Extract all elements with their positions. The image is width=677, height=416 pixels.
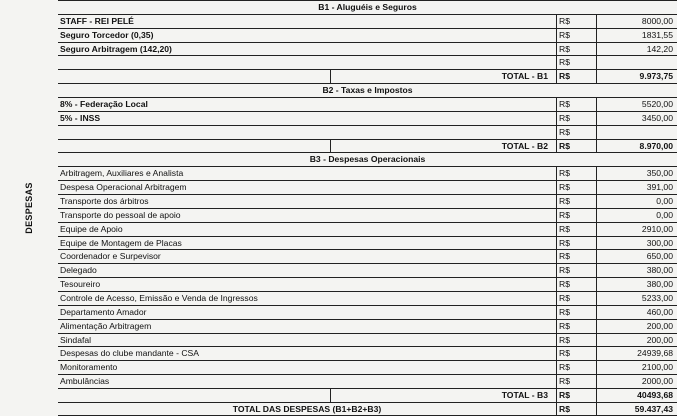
side-column xyxy=(0,0,58,416)
item-value xyxy=(596,126,677,139)
item-label: Transporte dos árbitros xyxy=(60,196,149,207)
table-row xyxy=(58,14,677,28)
grand-total-label: TOTAL DAS DESPESAS (B1+B2+B3) xyxy=(232,403,382,414)
item-label: 8% - Federação Local xyxy=(60,99,148,110)
total-label: TOTAL - B3 xyxy=(330,389,556,402)
section-title: B3 - Despesas Operacionais xyxy=(309,154,426,165)
table-row xyxy=(58,222,677,236)
item-label: Controle de Acesso, Emissão e Venda de Ingressos xyxy=(60,293,258,304)
table-row xyxy=(58,55,677,69)
total-label: TOTAL - B2 xyxy=(330,140,556,153)
currency-cell: R$ xyxy=(556,15,596,28)
item-value: 2000,00 xyxy=(596,375,677,388)
currency-cell: R$ xyxy=(556,209,596,222)
table-row xyxy=(58,28,677,42)
currency-cell: R$ xyxy=(556,195,596,208)
item-label: Seguro Arbitragem (142,20) xyxy=(60,43,172,54)
item-label: Coordenador e Surpevisor xyxy=(60,251,161,262)
currency-cell: R$ xyxy=(556,237,596,250)
item-value: 24939,68 xyxy=(596,347,677,360)
section-header xyxy=(58,152,677,166)
item-label: Monitoramento xyxy=(60,362,118,373)
item-value: 200,00 xyxy=(596,320,677,333)
table-row xyxy=(58,125,677,139)
item-label: Departamento Amador xyxy=(60,306,147,317)
item-value: 2100,00 xyxy=(596,361,677,374)
item-value: 8000,00 xyxy=(596,15,677,28)
currency-cell: R$ xyxy=(556,403,596,415)
item-label: STAFF - REI PELÉ xyxy=(60,15,134,26)
item-label: Sindafal xyxy=(60,334,92,345)
currency-cell: R$ xyxy=(556,56,596,69)
item-value: 300,00 xyxy=(596,237,677,250)
item-value: 5233,00 xyxy=(596,292,677,305)
item-label: Transporte do pessoal de apoio xyxy=(60,209,181,220)
total-label: TOTAL - B1 xyxy=(330,70,556,83)
item-value: 0,00 xyxy=(596,195,677,208)
currency-cell: R$ xyxy=(556,306,596,319)
currency-cell: R$ xyxy=(556,334,596,347)
section-header xyxy=(58,0,677,14)
item-value: 350,00 xyxy=(596,167,677,180)
item-label: Seguro Torcedor (0,35) xyxy=(60,29,154,40)
table-row xyxy=(58,111,677,125)
table-row xyxy=(58,374,677,388)
item-value: 142,20 xyxy=(596,43,677,56)
item-label: Arbitragem, Auxiliares e Analista xyxy=(60,168,184,179)
table-row xyxy=(58,333,677,347)
item-value: 380,00 xyxy=(596,264,677,277)
table-row xyxy=(58,277,677,291)
item-value: 380,00 xyxy=(596,278,677,291)
item-value: 3450,00 xyxy=(596,112,677,125)
currency-cell: R$ xyxy=(556,361,596,374)
currency-cell: R$ xyxy=(556,112,596,125)
item-label: Equipe de Apoio xyxy=(60,223,123,234)
grand-total-row xyxy=(58,402,677,416)
section-title: B1 - Aluguéis e Seguros xyxy=(318,2,417,12)
currency-cell: R$ xyxy=(556,29,596,42)
currency-cell: R$ xyxy=(556,181,596,194)
total-row xyxy=(58,388,677,402)
currency-cell: R$ xyxy=(556,320,596,333)
section-header xyxy=(58,83,677,97)
table-row xyxy=(58,180,677,194)
currency-cell: R$ xyxy=(556,389,596,402)
item-label: Delegado xyxy=(60,265,97,276)
item-value: 391,00 xyxy=(596,181,677,194)
table-row xyxy=(58,42,677,56)
table-row xyxy=(58,305,677,319)
table-row xyxy=(58,249,677,263)
item-label: Equipe de Montagem de Placas xyxy=(60,237,182,248)
currency-cell: R$ xyxy=(556,167,596,180)
item-value: 5520,00 xyxy=(596,98,677,111)
expenses-table xyxy=(58,0,677,416)
item-label: 5% - INSS xyxy=(60,112,101,123)
table-row xyxy=(58,346,677,360)
item-label: Alimentação Arbitragem xyxy=(60,320,152,331)
item-value: 460,00 xyxy=(596,306,677,319)
item-value: 0,00 xyxy=(596,209,677,222)
table-row xyxy=(58,236,677,250)
table-row xyxy=(58,97,677,111)
currency-cell: R$ xyxy=(556,375,596,388)
currency-cell: R$ xyxy=(556,70,596,83)
item-value: 650,00 xyxy=(596,250,677,263)
total-value: 8.970,00 xyxy=(596,140,677,153)
grand-total-value: 59.437,43 xyxy=(596,403,677,415)
table-row xyxy=(58,166,677,180)
currency-cell: R$ xyxy=(556,98,596,111)
table-row xyxy=(58,208,677,222)
total-value: 9.973,75 xyxy=(596,70,677,83)
item-value xyxy=(596,56,677,69)
item-label: Despesa Operacional Arbitragem xyxy=(60,182,187,193)
currency-cell: R$ xyxy=(556,140,596,153)
currency-cell: R$ xyxy=(556,347,596,360)
item-value: 200,00 xyxy=(596,334,677,347)
table-row xyxy=(58,360,677,374)
item-label: Tesoureiro xyxy=(60,279,101,290)
item-label: Despesas do clube mandante - CSA xyxy=(60,348,200,359)
table-row xyxy=(58,263,677,277)
table-row xyxy=(58,291,677,305)
currency-cell: R$ xyxy=(556,43,596,56)
table-row xyxy=(58,194,677,208)
currency-cell: R$ xyxy=(556,250,596,263)
currency-cell: R$ xyxy=(556,223,596,236)
item-label: Ambulâncias xyxy=(60,376,110,387)
item-value: 2910,00 xyxy=(596,223,677,236)
item-value: 1831,55 xyxy=(596,29,677,42)
table-row xyxy=(58,319,677,333)
currency-cell: R$ xyxy=(556,278,596,291)
total-row xyxy=(58,139,677,153)
currency-cell: R$ xyxy=(556,264,596,277)
section-title: B2 - Taxas e Impostos xyxy=(322,85,413,96)
despesas-label: DESPESAS xyxy=(24,182,34,234)
total-value: 40493,68 xyxy=(596,389,677,402)
currency-cell: R$ xyxy=(556,126,596,139)
currency-cell: R$ xyxy=(556,292,596,305)
total-row xyxy=(58,69,677,83)
